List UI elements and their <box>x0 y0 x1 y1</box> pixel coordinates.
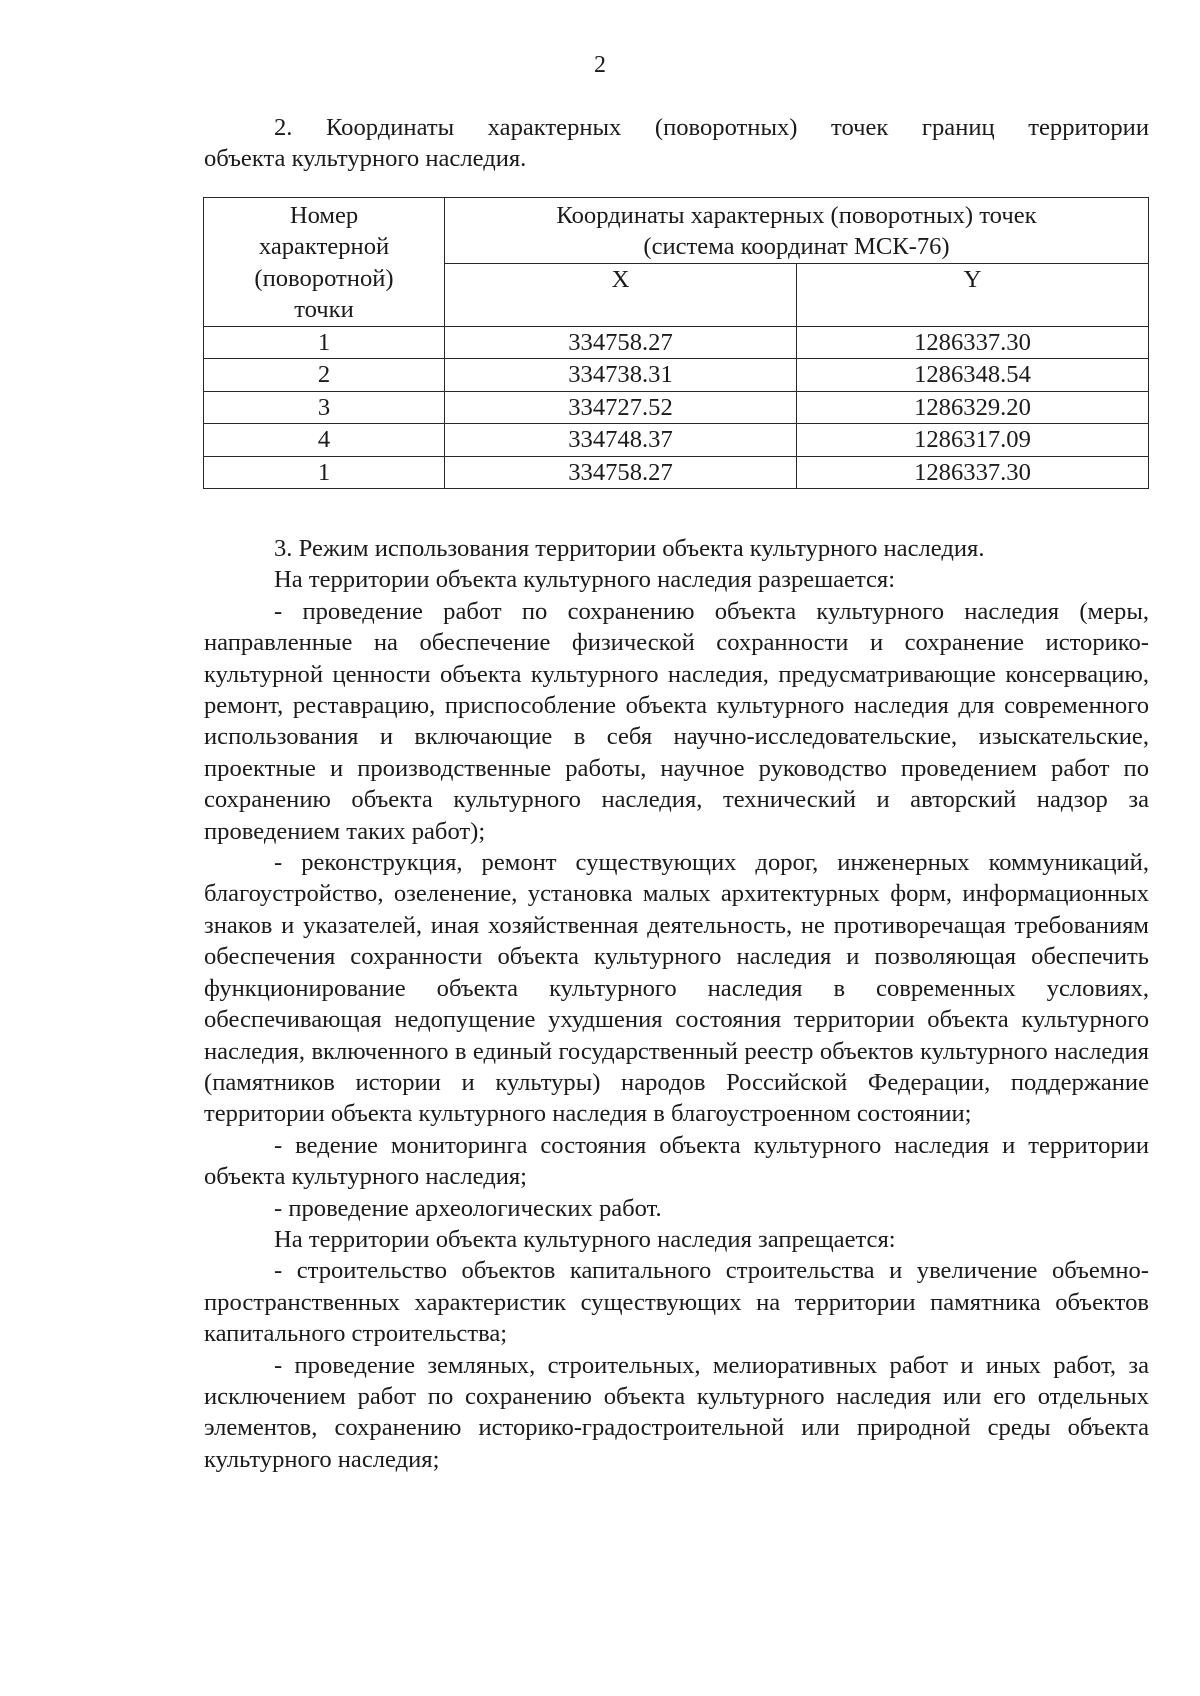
x-cell: 334758.27 <box>445 327 797 359</box>
prohibited-item: - проведение земляных, строительных, мелиоративных работ и иных работ, за исключением работ по сохранению объекта культурного наследия или его отдельных элементов, сохранению историко-градостроительной или природной среды объекта культурного наследия; <box>204 1351 1149 1473</box>
allowed-item: - реконструкция, ремонт существующих дорог, инженерных коммуникаций, благоустройство, озеленение, установка малых архитектурных форм, информационных знаков и указателей, иная хозяйственная деятельность, не противоречащая требованиям обеспечения сохранности объекта культурного наследия и позволяющая обеспечить функционирование объекта культурного наследия в современных условиях, обеспечивающая недопущение ухудшения состояния территории объекта культурного наследия, включенного в единый государственный реестр объектов культурного наследия (памятников истории и культуры) народов Российской Федерации, поддержание территории объекта культурного наследия в благоустроенном состоянии; <box>204 849 1149 1128</box>
section-2-heading-line1: 2. Координаты характерных (поворотных) точек границ территории <box>274 114 1149 141</box>
allowed-item: - проведение работ по сохранению объекта культурного наследия (меры, направленные на обеспечение физической сохранности и сохранение историко-культурной ценности объекта культурного наследия, предусматривающие консервацию, ремонт, реставрацию, приспособление объекта культурного наследия для современного использования и включающие в себя научно-исследовательские, изыскательские, проектные и производственные работы, научное руководство проведением работ по сохранению объекта культурного наследия, технический и авторский надзор за проведением таких работ); <box>204 597 1149 845</box>
page-number: 2 <box>594 52 606 78</box>
x-header: X <box>445 264 797 327</box>
allowed-item: - проведение археологических работ. <box>274 1194 662 1222</box>
x-cell: 334727.52 <box>445 391 797 423</box>
point-number-header-line: Номер <box>289 202 359 229</box>
table-row <box>204 359 1149 391</box>
point-number-header-line: характерной <box>258 233 390 261</box>
prohibited-intro: На территории объекта культурного наследия запрещается: <box>274 1225 896 1253</box>
point-number-cell: 1 <box>204 456 445 488</box>
point-number-cell: 2 <box>204 359 445 391</box>
y-cell: 1286337.30 <box>797 456 1149 488</box>
point-number-cell: 4 <box>204 424 445 456</box>
coordinates-header <box>445 198 1149 264</box>
table-row <box>204 424 1149 456</box>
section-3-heading: 3. Режим использования территории объекта культурного наследия. <box>274 535 985 562</box>
y-cell: 1286337.30 <box>797 327 1149 359</box>
allowed-item: - ведение мониторинга состояния объекта культурного наследия и территории объекта культурного наследия; <box>204 1131 1149 1191</box>
point-number-header <box>204 198 445 327</box>
point-number-cell: 1 <box>204 327 445 359</box>
x-cell: 334738.31 <box>445 359 797 391</box>
x-cell: 334758.27 <box>445 456 797 488</box>
section-2-heading-line2: объекта культурного наследия. <box>204 145 527 173</box>
point-number-cell: 3 <box>204 391 445 423</box>
point-number-header-line: точки <box>294 296 354 324</box>
section-2-heading <box>204 112 1149 175</box>
section-3 <box>204 533 1149 1475</box>
y-header: Y <box>797 264 1149 327</box>
y-cell: 1286317.09 <box>797 424 1149 456</box>
coordinates-table <box>203 197 1149 489</box>
x-cell: 334748.37 <box>445 424 797 456</box>
coordinates-header-line: (система координат МСК-76) <box>643 233 950 261</box>
y-cell: 1286329.20 <box>797 391 1149 423</box>
prohibited-item: - строительство объектов капитального строительства и увеличение объемно-пространственных характеристик существующих на территории памятника объектов капитального строительства; <box>204 1257 1149 1348</box>
table-row <box>204 456 1149 488</box>
coordinates-header-line: Координаты характерных (поворотных) точек <box>556 202 1037 229</box>
table-row <box>204 327 1149 359</box>
allowed-intro: На территории объекта культурного наследия разрешается: <box>274 566 896 594</box>
y-cell: 1286348.54 <box>797 359 1149 391</box>
table-row <box>204 391 1149 423</box>
point-number-header-line: (поворотной) <box>254 264 394 292</box>
